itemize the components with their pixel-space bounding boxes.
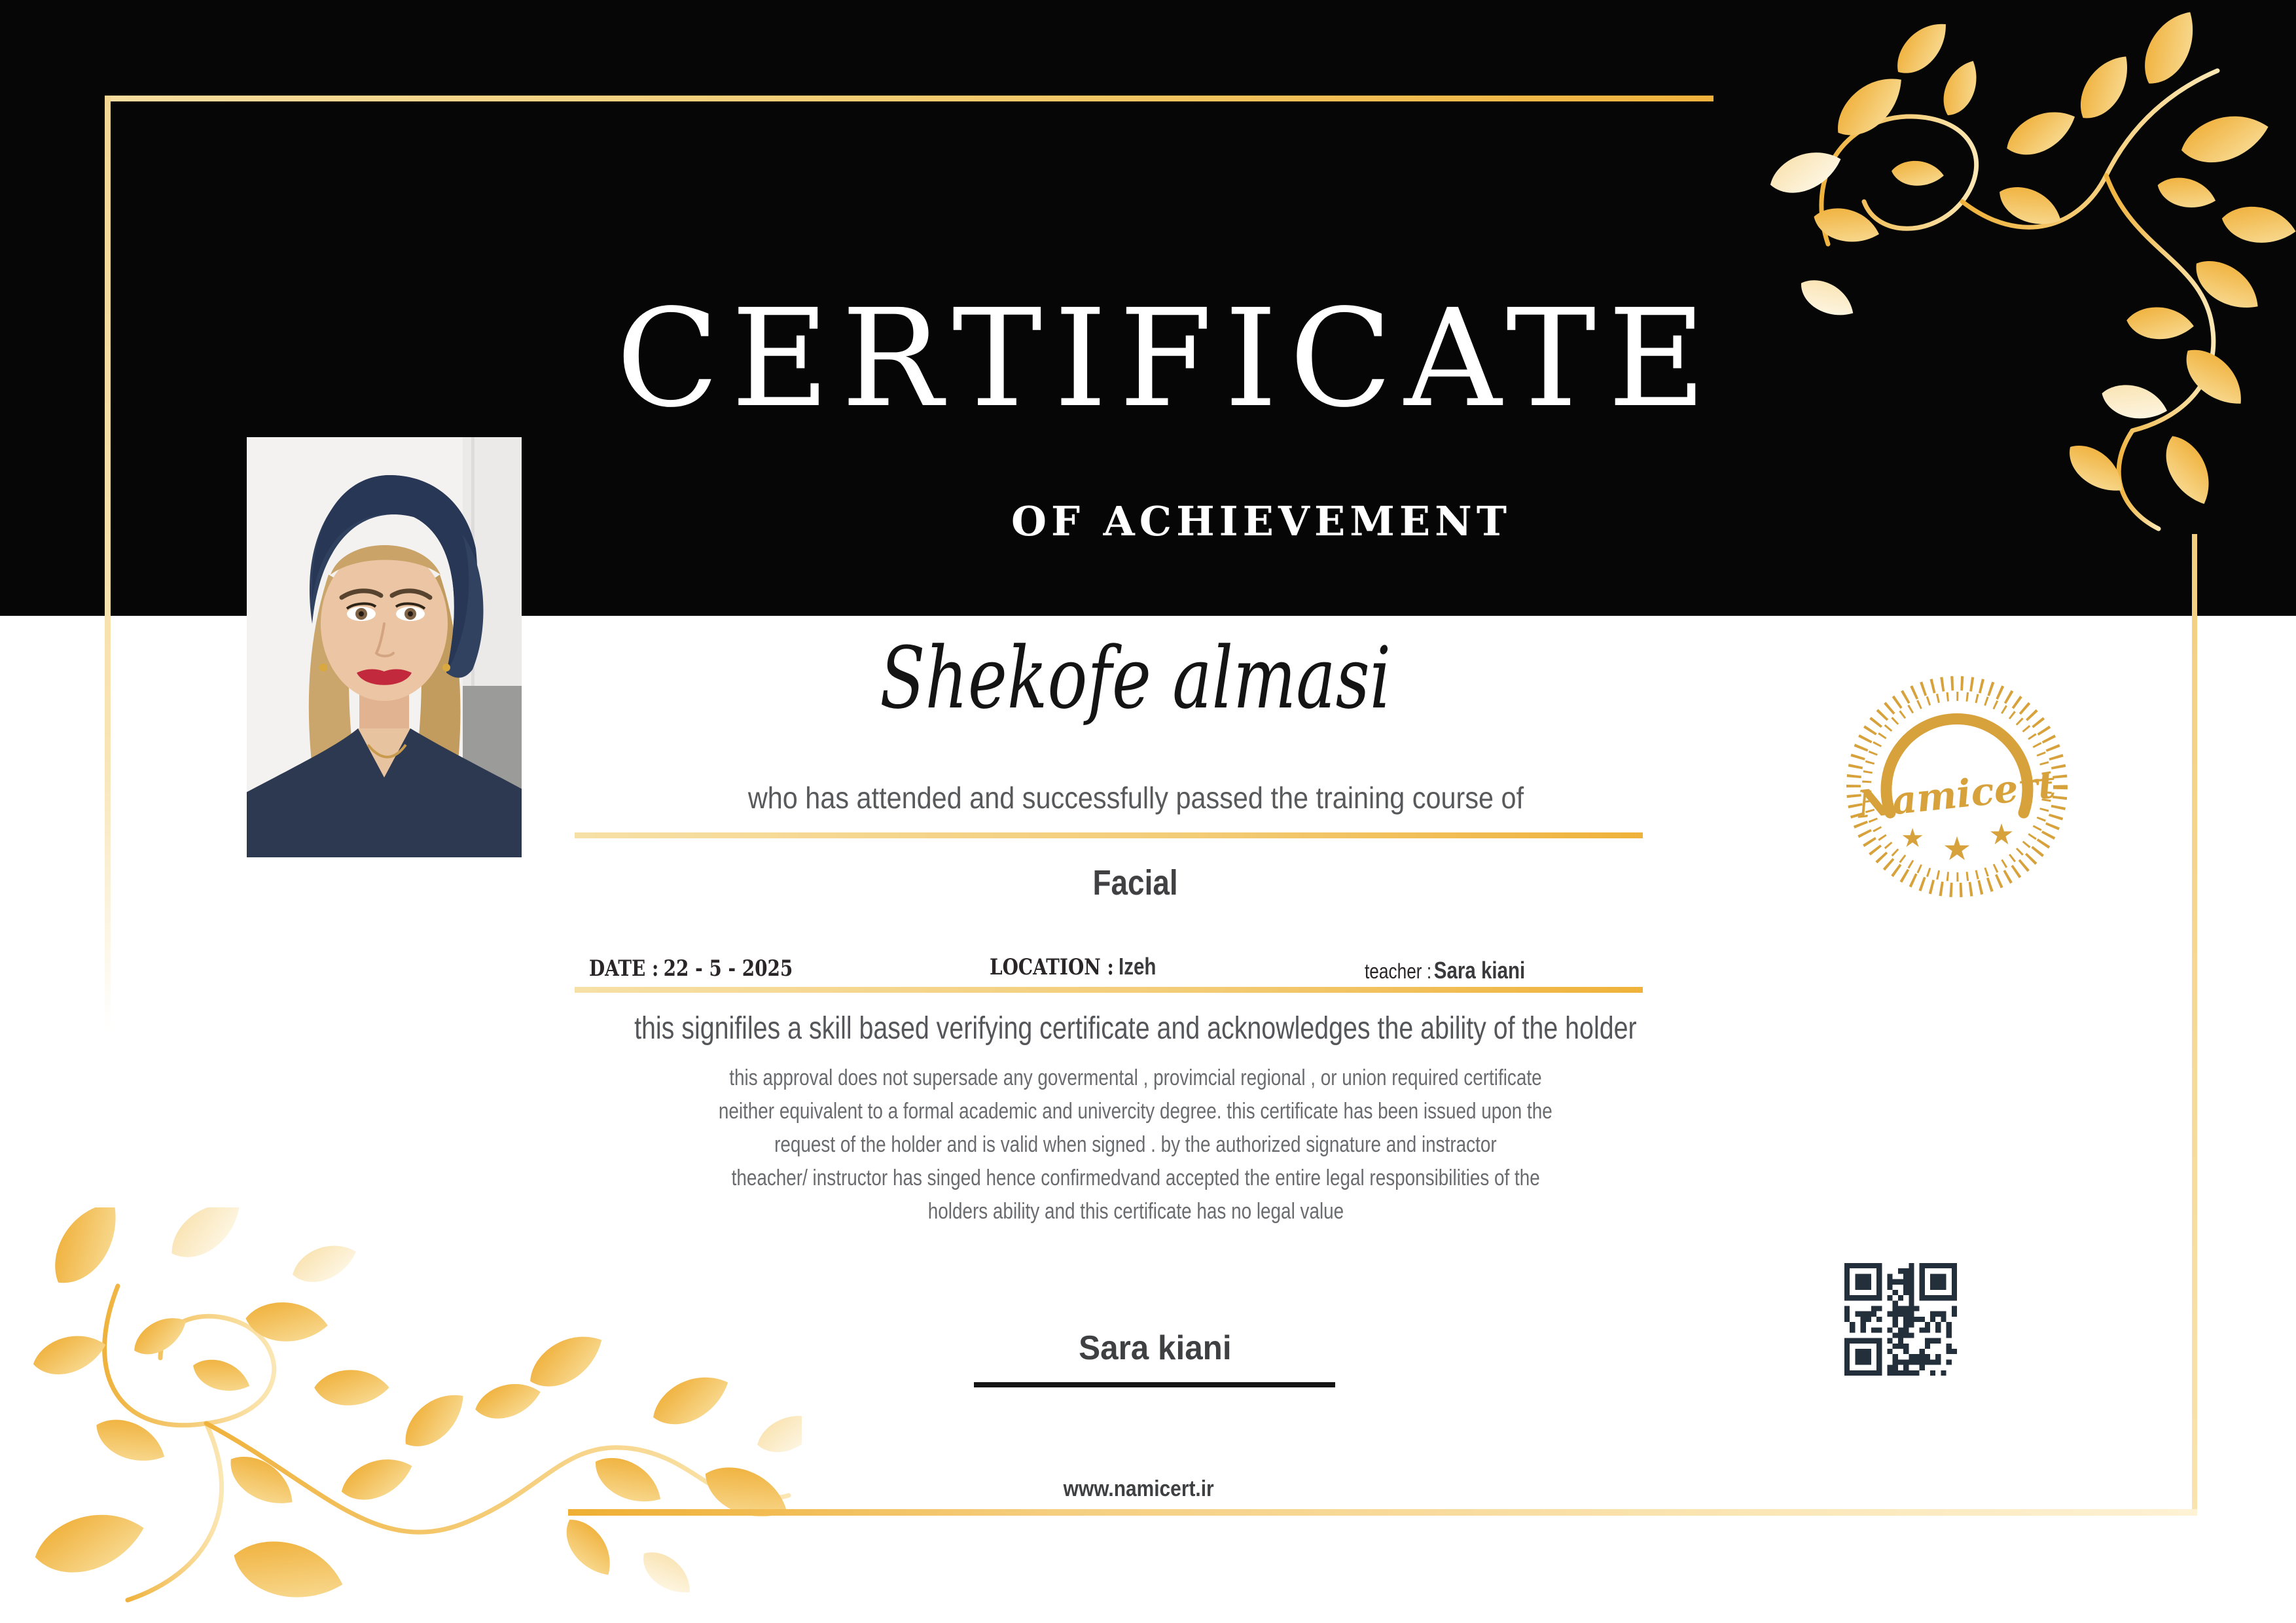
- date-value: 22 - 5 - 2025: [663, 955, 793, 982]
- location-value: Izeh: [1119, 953, 1157, 980]
- date-label: DATE :: [589, 955, 659, 982]
- statement-text-span: this signifiles a skill based verifying certificate and acknowledges the ability of the holder: [634, 1011, 1637, 1046]
- gold-border-left: [105, 96, 111, 1030]
- signature-name-span: Sara kiani: [1079, 1329, 1232, 1367]
- disclaimer-line: neither equivalent to a formal academic and univercity degree. this certificate has been issued upon the: [719, 1099, 1552, 1124]
- certificate-title: CERTIFICATE: [616, 280, 1718, 437]
- website-url-span: www.namicert.ir: [1063, 1476, 1215, 1501]
- date-field: [589, 955, 864, 982]
- gold-divider-2: [575, 987, 1643, 993]
- leaf-ornament-bottom-left-icon: [10, 1207, 802, 1623]
- qr-code: [1844, 1263, 1957, 1376]
- course-name-span: Facial: [1092, 863, 1179, 902]
- course-name: [677, 863, 1594, 903]
- website-url: [942, 1476, 1335, 1502]
- seal-star-icon: ★: [1988, 819, 2015, 851]
- gold-border-bottom: [568, 1509, 2197, 1516]
- namicert-seal: [1839, 669, 2075, 904]
- gold-divider-1: [575, 832, 1643, 838]
- intro-text: [612, 780, 1659, 815]
- leaf-ornament-top-right-icon: [1766, 12, 2296, 543]
- teacher-value: Sara kiani: [1433, 957, 1526, 984]
- seal-star-icon: ★: [1942, 830, 1972, 867]
- seal-brand: Namicert: [1855, 762, 2058, 827]
- teacher-field: [1365, 957, 1666, 984]
- signature-underline: [974, 1382, 1335, 1387]
- disclaimer-text: [612, 1061, 1659, 1228]
- gold-border-top: [105, 96, 1713, 101]
- signature-name: [959, 1329, 1352, 1368]
- disclaimer-line: this approval does not supersade any govermental , provimcial regional , or union required certificate: [729, 1065, 1542, 1090]
- recipient-photo: [247, 437, 522, 857]
- recipient-name: [677, 628, 1594, 728]
- location-label: LOCATION :: [990, 954, 1114, 980]
- gold-border-right: [2192, 534, 2197, 1513]
- seal-star-icon: ★: [1901, 824, 1924, 853]
- disclaimer-line: holders ability and this certificate has no legal value: [927, 1199, 1344, 1224]
- intro-text-span: who has attended and successfully passed the training course of: [747, 781, 1524, 815]
- recipient-name-text: Shekofe almasi: [880, 628, 1391, 728]
- disclaimer-line: theacher/ instructor has singed hence confirmedvand accepted the entire legal responsibilities of the: [731, 1166, 1540, 1190]
- teacher-label: teacher :: [1365, 959, 1432, 983]
- statement-text: [517, 1010, 1754, 1046]
- certificate-subtitle: OF ACHIEVEMENT: [1011, 497, 1511, 545]
- location-field: [990, 953, 1265, 980]
- disclaimer-line: request of the holder and is valid when signed . by the authorized signature and instractor: [774, 1132, 1497, 1157]
